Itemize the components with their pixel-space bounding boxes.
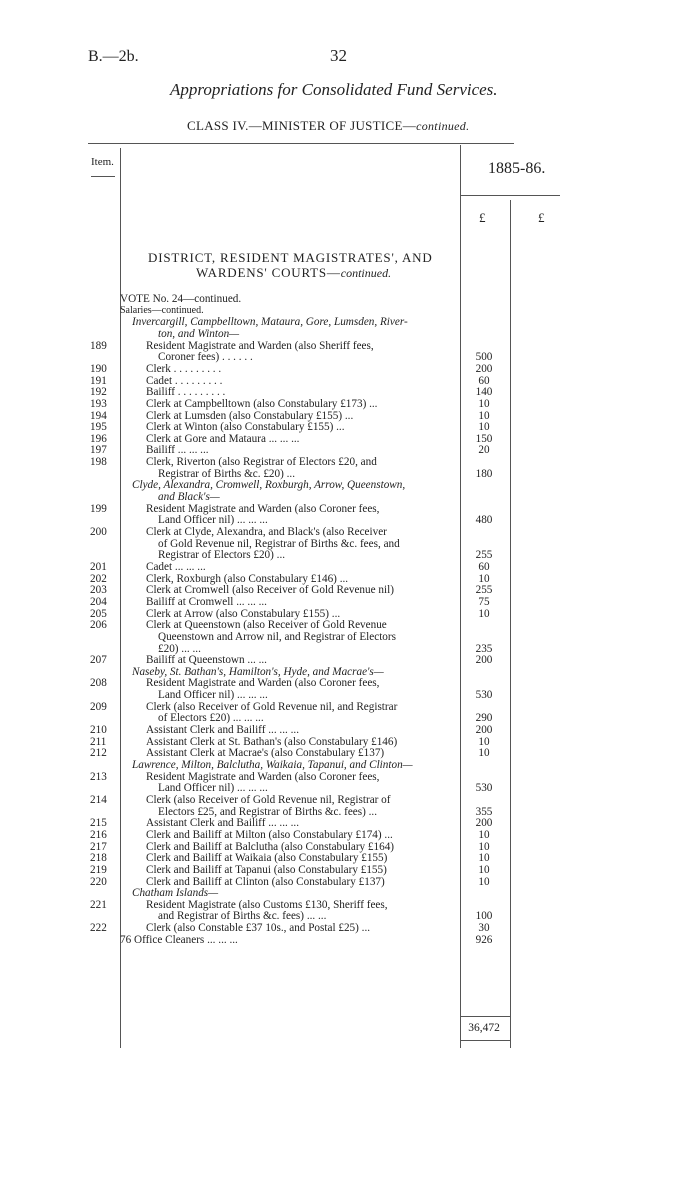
item-number: 222 (90, 922, 107, 935)
item-amount: 60 (478, 560, 490, 573)
table-row (0, 526, 700, 538)
item-number: 197 (90, 444, 107, 457)
table-row (0, 712, 700, 724)
item-number: 203 (90, 584, 107, 597)
item-number: 214 (90, 793, 107, 806)
table-row (0, 759, 700, 771)
item-description: Clerk and Bailiff at Milton (also Constabulary £174) ... (146, 828, 393, 841)
item-amount: 150 (475, 432, 493, 445)
section-heading-line1: DISTRICT, RESIDENT MAGISTRATES', AND (148, 250, 433, 265)
class-heading (187, 118, 469, 134)
item-number: 204 (90, 595, 107, 608)
item-amount: 530 (475, 689, 493, 702)
item-number: 218 (90, 852, 107, 865)
item-description: Assistant Clerk at Macrae's (also Constabulary £137) (146, 747, 385, 760)
item-amount: 60 (478, 374, 490, 387)
table-row (0, 654, 700, 666)
item-description: of Gold Revenue nil, Registrar of Births &c. fees, and (158, 537, 400, 550)
table-row (0, 631, 700, 643)
item-description: Queenstown and Arrow nil, and Registrar of Electors (158, 630, 396, 643)
item-description: Clerk (also Constable £37 10s., and Postal £25) ... (146, 922, 371, 935)
item-description: and Black's— (158, 491, 220, 504)
table-row (0, 514, 700, 526)
section-heading-line2 (148, 265, 433, 281)
table-row (0, 934, 700, 946)
item-number: 209 (90, 700, 107, 713)
item-amount: 140 (475, 386, 493, 399)
item-number: 217 (90, 840, 107, 853)
item-amount: 10 (478, 572, 490, 585)
item-number: 221 (90, 898, 107, 911)
item-description: Salaries—continued. (120, 304, 204, 316)
table-row (0, 677, 700, 689)
item-amount: 355 (475, 805, 493, 818)
table-row (0, 701, 700, 713)
item-number: 202 (90, 572, 107, 585)
item-description: Assistant Clerk and Bailiff ... ... ... (146, 817, 299, 830)
item-description: Clerk and Bailiff at Tapanui (also Constabulary £155) (146, 863, 387, 876)
section-heading-line2-text: WARDENS' COURTS— (196, 265, 341, 280)
table-row (0, 643, 700, 655)
table-row (0, 363, 700, 375)
item-description: Bailiff at Queenstown ... ... (146, 654, 267, 667)
item-amount: 235 (475, 642, 493, 655)
item-amount: 926 (475, 933, 493, 946)
table-row (0, 899, 700, 911)
item-amount: 100 (475, 910, 493, 923)
item-number: 195 (90, 421, 107, 434)
item-description: Assistant Clerk at St. Bathan's (also Constabulary £146) (146, 735, 398, 748)
item-number: 207 (90, 654, 107, 667)
item-amount: 10 (478, 875, 490, 888)
table-row (0, 386, 700, 398)
item-description: Clerk at Gore and Mataura ... ... ... (146, 432, 300, 445)
item-description: Resident Magistrate (also Customs £130, Sheriff fees, (146, 898, 388, 911)
item-description: Land Officer nil) ... ... ... (158, 782, 268, 795)
table-row (0, 771, 700, 783)
class-heading-text: CLASS IV.—MINISTER OF JUSTICE— (187, 118, 417, 133)
item-amount: 255 (475, 584, 493, 597)
table-row (0, 456, 700, 468)
item-description: Lawrence, Milton, Balclutha, Waikaia, Tapanui, and Clinton— (132, 759, 413, 771)
item-amount: 10 (478, 747, 490, 760)
item-description: Land Officer nil) ... ... ... (158, 689, 268, 702)
table-row (0, 910, 700, 922)
item-number: 220 (90, 875, 107, 888)
table-row (0, 328, 700, 340)
item-description: Coroner fees) . . . . . . (158, 351, 253, 364)
item-description: Naseby, St. Bathan's, Hamilton's, Hyde, and Macrae's— (132, 665, 384, 678)
item-description: Clerk, Riverton (also Registrar of Electors £20, and (146, 456, 377, 469)
item-description: 76 Office Cleaners ... ... ... (120, 933, 238, 946)
item-description: Bailiff . . . . . . . . . (146, 386, 226, 399)
year-rule (460, 195, 560, 196)
table-row (0, 724, 700, 736)
table-row (0, 841, 700, 853)
item-description: Clerk (also Receiver of Gold Revenue nil, Registrar of (146, 793, 391, 806)
table-row (0, 608, 700, 620)
item-description: Resident Magistrate and Warden (also Coroner fees, (146, 770, 380, 783)
top-rule (88, 143, 514, 144)
item-amount: 10 (478, 409, 490, 422)
item-description: of Electors £20) ... ... ... (158, 712, 264, 725)
page-title: Appropriations for Consolidated Fund Services. (170, 80, 498, 99)
item-number: 193 (90, 397, 107, 410)
item-amount: 10 (478, 863, 490, 876)
item-number: 212 (90, 747, 107, 760)
item-description: VOTE No. 24—continued. (120, 293, 242, 305)
table-row (0, 421, 700, 433)
table-row (0, 549, 700, 561)
item-description: Clerk . . . . . . . . . (146, 362, 222, 375)
item-number: 216 (90, 828, 107, 841)
item-description: ton, and Winton— (158, 327, 240, 340)
total-rule-top (460, 1016, 510, 1017)
item-number: 198 (90, 456, 107, 469)
table-row (0, 619, 700, 631)
item-amount: 10 (478, 828, 490, 841)
table-row (0, 479, 700, 491)
table-row (0, 538, 700, 550)
item-description: Clerk at Cromwell (also Receiver of Gold Revenue nil) (146, 584, 394, 597)
table-row (0, 375, 700, 387)
item-amount: 530 (475, 782, 493, 795)
item-number: 201 (90, 560, 107, 573)
item-description: Clerk at Campbelltown (also Constabulary £173) ... (146, 397, 378, 410)
item-amount: 10 (478, 852, 490, 865)
item-description: Land Officer nil) ... ... ... (158, 514, 268, 527)
item-number: 200 (90, 526, 107, 538)
pound-sign-left: £ (479, 210, 486, 225)
table-row (0, 782, 700, 794)
table-row (0, 747, 700, 759)
item-amount: 10 (478, 397, 490, 410)
table-row (0, 887, 700, 899)
item-description: Resident Magistrate and Warden (also Sheriff fees, (146, 339, 374, 352)
table-row (0, 806, 700, 818)
table-row (0, 468, 700, 480)
item-number: 189 (90, 339, 107, 352)
item-underline (91, 176, 115, 177)
item-description: Invercargill, Campbelltown, Mataura, Gore, Lumsden, River- (132, 316, 408, 329)
table-row (0, 736, 700, 748)
total-rule-bottom (460, 1040, 510, 1041)
item-number: 191 (90, 374, 107, 387)
table-row (0, 444, 700, 456)
table-row (0, 864, 700, 876)
table-row (0, 293, 700, 305)
item-number: 215 (90, 817, 107, 830)
item-amount: 10 (478, 735, 490, 748)
table-row (0, 876, 700, 888)
item-amount: 200 (475, 362, 493, 375)
item-description: Resident Magistrate and Warden (also Coroner fees, (146, 677, 380, 690)
pound-sign-right: £ (538, 210, 545, 225)
item-amount: 75 (478, 595, 490, 608)
table-row (0, 794, 700, 806)
item-column-header: Item. (91, 156, 114, 168)
table-row (0, 491, 700, 503)
total-amount: 36,472 (468, 1022, 500, 1034)
table-row (0, 561, 700, 573)
item-number: 210 (90, 724, 107, 737)
document-reference: B.—2b. (88, 48, 139, 65)
item-amount: 500 (475, 351, 493, 364)
table-row (0, 584, 700, 596)
item-description: Cadet . . . . . . . . . (146, 374, 223, 387)
item-amount: 10 (478, 607, 490, 620)
item-number: 192 (90, 386, 107, 399)
table-row (0, 852, 700, 864)
table-row (0, 410, 700, 422)
item-description: Clerk, Roxburgh (also Constabulary £146) ... (146, 572, 349, 585)
item-amount: 20 (478, 444, 490, 457)
item-description: Clerk at Clyde, Alexandra, and Black's (also Receiver (146, 526, 387, 538)
item-number: 199 (90, 502, 107, 515)
item-amount: 200 (475, 817, 493, 830)
table-row (0, 596, 700, 608)
class-heading-suffix: continued. (416, 119, 470, 133)
item-description: Clerk at Arrow (also Constabulary £155) ... (146, 607, 341, 620)
item-amount: 200 (475, 654, 493, 667)
item-number: 219 (90, 863, 107, 876)
item-description: Clerk (also Receiver of Gold Revenue nil, and Registrar (146, 700, 398, 713)
section-heading (148, 250, 433, 281)
item-amount: 30 (478, 922, 490, 935)
item-amount: 255 (475, 549, 493, 562)
item-description: £20) ... ... (158, 642, 201, 655)
item-description: Bailiff ... ... ... (146, 444, 209, 457)
table-row (0, 340, 700, 352)
item-number: 196 (90, 432, 107, 445)
item-description: Clerk and Bailiff at Waikaia (also Constabulary £155) (146, 852, 388, 865)
table-row (0, 817, 700, 829)
item-number: 205 (90, 607, 107, 620)
item-number: 208 (90, 677, 107, 690)
section-heading-suffix: continued. (340, 266, 392, 280)
table-row (0, 351, 700, 363)
item-description: Registrar of Electors £20) ... (158, 549, 286, 562)
item-description: Bailiff at Cromwell ... ... ... (146, 595, 267, 608)
item-description: Clerk and Bailiff at Clinton (also Constabulary £137) (146, 875, 385, 888)
item-description: Clerk at Lumsden (also Constabulary £155) ... (146, 409, 354, 422)
item-number: 211 (90, 735, 107, 748)
table-row (0, 305, 700, 317)
table-row (0, 573, 700, 585)
year-header: 1885-86. (488, 160, 546, 177)
table-row (0, 829, 700, 841)
item-description: Clerk and Bailiff at Balclutha (also Constabulary £164) (146, 840, 395, 853)
item-description: Assistant Clerk and Bailiff ... ... ... (146, 724, 299, 737)
table-row (0, 689, 700, 701)
table-row (0, 316, 700, 328)
page-number: 32 (330, 46, 347, 65)
table-row (0, 433, 700, 445)
item-description: Clerk at Queenstown (also Receiver of Gold Revenue (146, 619, 387, 632)
item-description: Registrar of Births &c. £20) ... (158, 467, 296, 480)
item-description: Clerk at Winton (also Constabulary £155) ... (146, 421, 345, 434)
item-amount: 10 (478, 840, 490, 853)
table-row (0, 666, 700, 678)
item-description: Cadet ... ... ... (146, 560, 206, 573)
table-row (0, 922, 700, 934)
item-number: 213 (90, 770, 107, 783)
item-amount: 180 (475, 467, 493, 480)
item-amount: 480 (475, 514, 493, 527)
item-amount: 200 (475, 724, 493, 737)
item-description: and Registrar of Births &c. fees) ... ... (158, 910, 327, 923)
item-amount: 10 (478, 421, 490, 434)
table-row (0, 398, 700, 410)
item-description: Electors £25, and Registrar of Births &c. fees) ... (158, 805, 378, 818)
item-amount: 290 (475, 712, 493, 725)
item-description: Chatham Islands— (132, 887, 219, 900)
table-row (0, 503, 700, 515)
item-number: 206 (90, 619, 107, 632)
item-description: Clyde, Alexandra, Cromwell, Roxburgh, Arrow, Queenstown, (132, 479, 406, 492)
item-number: 190 (90, 362, 107, 375)
item-description: Resident Magistrate and Warden (also Coroner fees, (146, 502, 380, 515)
item-number: 194 (90, 409, 107, 422)
